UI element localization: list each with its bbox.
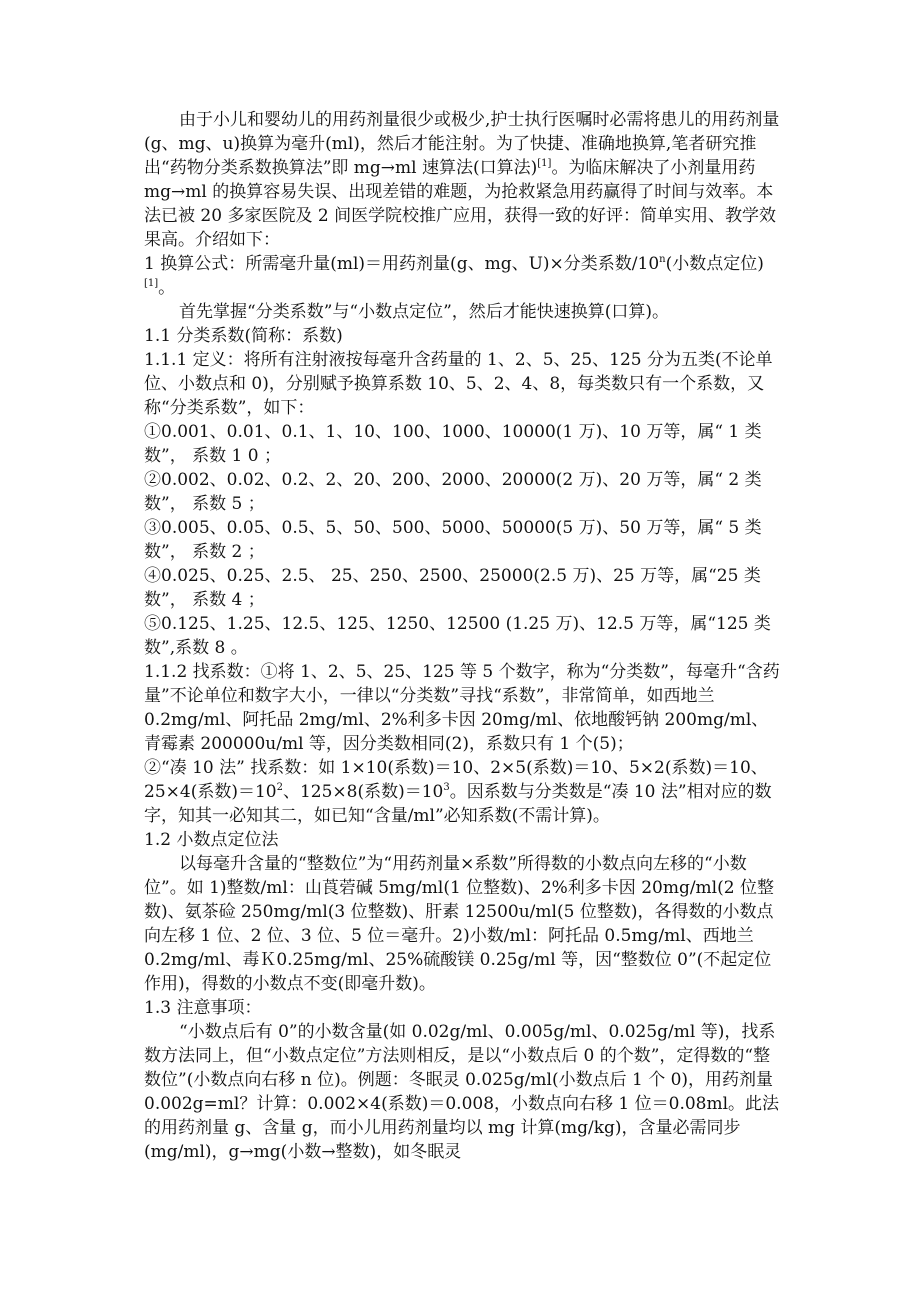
formula-text-3: 。 [158,278,176,298]
cou-10-exponent-1: 2 [276,782,283,793]
formula-exponent: n [659,254,666,265]
cou-10-text-3: 。因系数与分类数是“凑 10 法”相对应的数字，知其一必知其二，如已知“含量/ml”必知系数(不需计算)。 [144,782,772,826]
intro-paragraph [144,108,784,252]
class-line-5: ⑤0.125、1.25、12.5、125、1250、12500 (1.25 万)、12.5 万等，属“125 类 数”,系数 8 。 [144,614,771,658]
intro-citation: [1] [537,158,552,169]
section-1-number: 1 [144,254,155,274]
cou-10-text-2: 、125×8(系数)＝10 [282,782,444,802]
intro-text-1: 由于小儿和婴幼儿的用药剂量很少或极少,护士执行医嘱时必需将患儿的用药剂量(g、mg、u)换算为毫升(ml)，然后才能注射。为了快捷、准确地换算,笔者研究推出“药物分类系数换算法”即 mg→ml 速算法(口算法) [144,110,780,178]
section-1-formula [144,252,784,300]
master-paragraph: 首先掌握“分类系数”与“小数点定位”，然后才能快速换算(口算)。 [179,302,670,322]
class-line-1: ①0.001、0.01、0.1、1、10、100、1000、10000(1 万)、10 万等，属“ 1 类 数”， 系数 1 0 ； [144,422,762,466]
cou-10-paragraph [144,756,784,828]
formula-text-1: 换算公式：所需毫升量(ml)＝用药剂量(g、mg、U)×分类系数/10 [160,254,660,274]
class-line-2: ②0.002、0.02、0.2、2、20、200、2000、20000(2 万)、20 万等，属“ 2 类 数”， 系数 5 ； [144,470,762,514]
class-line-3: ③0.005、0.05、0.5、5、50、500、5000、50000(5 万)、50 万等，属“ 5 类 数”， 系数 2 ； [144,518,762,562]
formula-text-2: (小数点定位) [665,254,764,274]
heading-1-1: 1.1 分类系数(简称：系数) [144,326,343,346]
cou-10-text-1: ②“凑 10 法” 找系数：如 1×10(系数)＝10、2×5(系数)＝10、5×2(系数)＝10、25×4(系数)＝10 [144,758,768,802]
heading-1-3: 1.3 注意事项： [144,998,262,1018]
heading-1-2: 1.2 小数点定位法 [144,830,279,850]
formula-citation: [1] [144,278,159,289]
notes-paragraph: “小数点后有 0”的小数含量(如 0.02g/ml、0.005g/ml、0.025g/ml 等)，找系数方法同上，但“小数点定位”方法则相反，是以“小数点后 0 的个数”，定得数的“整数位”(小数点向右移 n 位)。例题：冬眠灵 0.025g/ml(小数点后 1 个 0)，用药剂量 0.002g=ml？计算：0.002×4(系数)＝0.008，小数点向右移 1 位＝0.08ml。此法的用药剂量 g、含量 g，而小儿用药剂量均以 mg 计算(mg/kg)，含量必需同步(mg/ml)，g→mg(小数→整数)，如冬眠灵 [144,1022,780,1162]
definition-1-1-1: 1.1.1 定义：将所有注射液按每毫升含药量的 1、2、5、25、125 分为五类(不论单位、小数点和 0)，分别赋予换算系数 10、5、2、4、8，每类数只有一个系数，又称“分类系数”，如下： [144,350,773,418]
find-coefficient-1-1-2: 1.1.2 找系数：①将 1、2、5、25、125 等 5 个数字，称为“分类数”，每毫升“含药量”不论单位和数字大小，一律以“分类数”寻找“系数”，非常简单，如西地兰 0.2mg/ml、阿托品 2mg/ml、2%利多卡因 20mg/ml、依地酸钙钠 200mg/ml、青霉素 200000u/ml 等，因分类数相同(2)，系数只有 1 个(5)； [144,662,780,754]
intro-text-2: 。为临床解决了小剂量用药 mg→ml 的换算容易失误、出现差错的难题，为抢救紧急用药赢得了时间与效率。本法已被 20 多家医院及 2 间医学院校推广应用，获得一致的好评：简单实用、教学效果高。介绍如下： [144,158,777,250]
class-line-4: ④0.025、0.25、2.5、 25、250、2500、25000(2.5 万)、25 万等，属“25 类 数”， 系数 4 ； [144,566,761,610]
decimal-positioning-paragraph: 以每毫升含量的“整数位”为“用药剂量×系数”所得数的小数点向左移的“小数位”。如 1)整数/ml：山莨菪碱 5mg/ml(1 位整数)、2%利多卡因 20mg/ml(2 位整数)、氨茶硷 250mg/ml(3 位整数)、肝素 12500u/ml(5 位整数)，各得数的小数点向左移 1 位、2 位、3 位、5 位＝毫升。2)小数/ml：阿托品 0.5mg/ml、西地兰 0.2mg/ml、毒Ｋ0.25mg/ml、25%硫酸镁 0.25g/ml 等，因“整数位 0”(不起定位作用)，得数的小数点不变(即毫升数)。 [144,854,774,994]
cou-10-exponent-2: 3 [443,782,450,793]
document-body [144,108,784,1164]
